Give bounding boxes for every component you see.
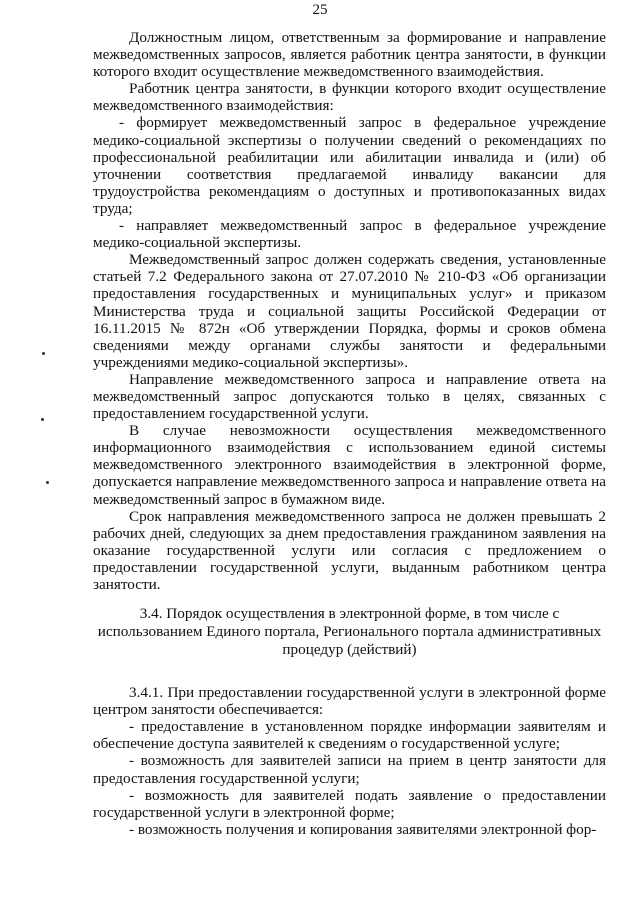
paragraph: 3.4.1. При предоставлении государственной услуги в электронной форме центром занятости обеспечивается: <box>93 684 606 719</box>
scan-mark <box>42 352 45 355</box>
scan-mark <box>46 481 49 484</box>
page-number: 25 <box>312 2 328 18</box>
section-heading: 3.4. Порядок осуществления в электронной форме, в том числе с использованием Единого портала, Регионального портала административных процедур (действий) <box>97 605 602 659</box>
list-item: - направляет межведомственный запрос в федеральное учреждение медико-социальной экспертизы. <box>93 217 606 252</box>
scan-mark <box>41 418 44 421</box>
paragraph: Направление межведомственного запроса и направление ответа на межведомственный запрос допускаются только в целях, связанных с предоставлением государственной услуги. <box>93 370 606 423</box>
paragraph: Работник центра занятости, в функции которого входит осуществление межведомственного взаимодействия: <box>93 80 606 115</box>
list-item: - возможность получения и копирования заявителями электронной фор- <box>129 820 597 838</box>
paragraph: В случае невозможности осуществления межведомственного информационного взаимодействия с использованием единой системы межведомственного электронного взаимодействия в электронной форме, допускается направление межведомственного запроса и направление ответа на межведомственный запрос в бумажном виде. <box>93 422 606 508</box>
paragraph: Должностным лицом, ответственным за формирование и направление межведомственных запросов, является работник центра занятости, в функции которого входит осуществление межведомственного взаимодействия. <box>93 29 606 81</box>
document-body <box>93 29 606 838</box>
list-item: - формирует межведомственный запрос в федеральное учреждение медико-социальной экспертизы о получении сведений о рекомендациях по профессиональной реабилитации или абилитации инвалида и (или) об уточнении соответствия предлагаемой инвалиду вакансии для трудоустройства рекомендациям о доступных и противопоказанных видах труда; <box>93 114 606 217</box>
paragraph: Срок направления межведомственного запроса не должен превышать 2 рабочих дней, следующих за днем предоставления гражданином заявления на оказание государственной услуги или согласия с предложением о предоставлении государственной услуги, выданным работником центра занятости. <box>93 507 606 593</box>
paragraph: Межведомственный запрос должен содержать сведения, установленные статьей 7.2 Федерального закона от 27.07.2010 № 210-ФЗ «Об организации предоставления государственных и муниципальных услуг» и приказом Министерства труда и социальной защиты Российской Федерации от 16.11.2015 № 872н «Об утверждении Порядка, формы и сроков обмена сведениями между органами службы занятости и федеральными учреждениями медико-социальной экспертизы». <box>93 251 606 371</box>
list-item: - предоставление в установленном порядке информации заявителям и обеспечение доступа заявителей к сведениям о государственной услуге; <box>93 718 606 753</box>
list-item: - возможность для заявителей записи на прием в центр занятости для предоставления государственной услуги; <box>93 752 606 787</box>
list-item: - возможность для заявителей подать заявление о предоставлении государственной услуги в электронной форме; <box>93 786 606 821</box>
